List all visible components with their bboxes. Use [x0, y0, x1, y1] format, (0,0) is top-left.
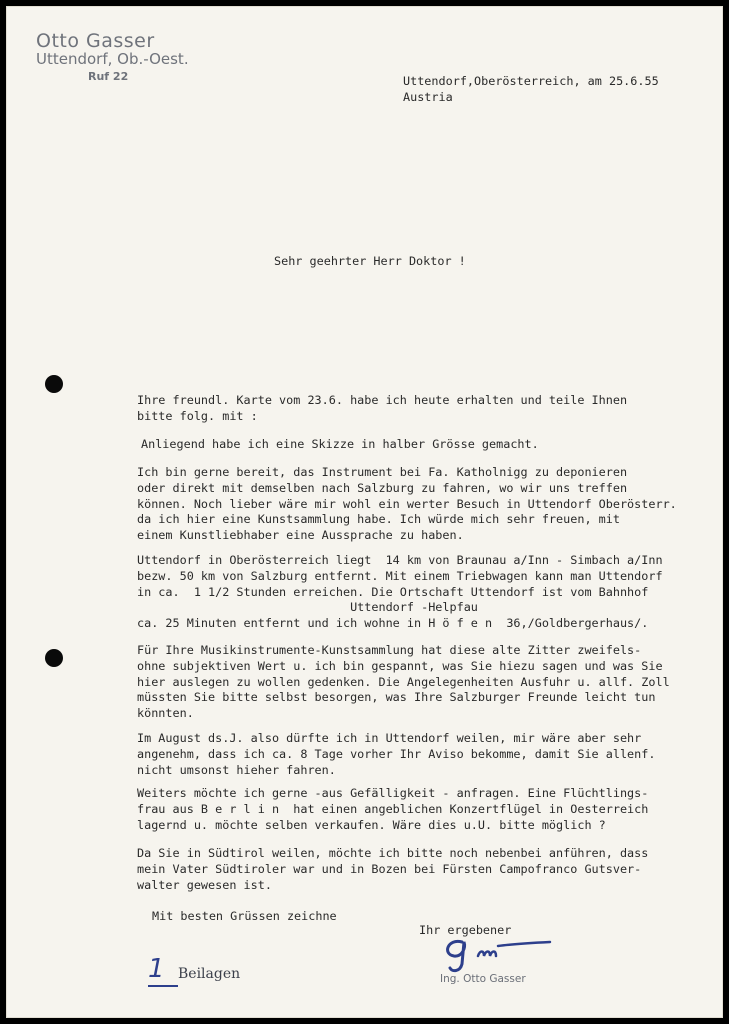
enclosures-label: Beilagen [178, 966, 241, 982]
punch-hole-bottom [45, 649, 63, 667]
letterhead-name: Otto Gasser [36, 30, 155, 52]
salutation: Sehr geehrter Herr Doktor ! [274, 254, 466, 268]
enclosures-count: 1 [148, 954, 165, 984]
closing-line: Mit besten Grüssen zeichne [152, 909, 337, 923]
enclosures-underline [148, 985, 178, 987]
letter-page [6, 6, 723, 1018]
country: Austria [403, 89, 453, 104]
paragraph-7: Weiters möchte ich gerne -aus Gefälligkeit - anfragen. Eine Flüchtlings- frau aus B e r l i n hat einen angeblichen Konzertflügel in Oesterreich lagernd u. möchte selben verkaufen. Wäre dies u.U. bitte möglich ? [137, 786, 649, 832]
handwritten-signature [440, 934, 560, 974]
paragraph-8: Da Sie in Südtirol weilen, möchte ich bitte noch nebenbei anführen, dass mein Vater Südtiroler war und in Bozen bei Fürsten Campofranco Gutsver- walter gewesen ist. [137, 846, 649, 892]
place-date-block [403, 74, 659, 106]
place-date: Uttendorf,Oberösterreich, am 25.6.55 [403, 74, 659, 88]
paragraph-5: Für Ihre Musikinstrumente-Kunstsammlung hat diese alte Zitter zweifels- ohne subjektiven Wert u. ich bin gespannt, was Sie hiezu sagen und was Sie hier auslegen zu wollen gedenken. Die Angelegenheiten Ausfuhr u. allf. Zoll müssten Sie bitte selbst besorgen, was Ihre Salzburger Freunde leicht tun könnten. [137, 643, 670, 721]
paragraph-6: Im August ds.J. also dürfte ich in Uttendorf weilen, mir wäre aber sehr angenehm, dass ich ca. 8 Tage vorher Ihr Aviso bekomme, damit Sie allenf. nicht umsonst hieher fahren. [137, 731, 656, 777]
sign-off: Ihr ergebener [419, 923, 512, 937]
punch-hole-top [45, 375, 63, 393]
printed-signature-name: Ing. Otto Gasser [440, 973, 526, 985]
paragraph-2: Anliegend habe ich eine Skizze in halber Grösse gemacht. [141, 437, 539, 451]
paragraph-1: Ihre freundl. Karte vom 23.6. habe ich heute erhalten und teile Ihnen bitte folg. mit : [137, 393, 628, 423]
paragraph-3: Ich bin gerne bereit, das Instrument bei Fa. Katholnigg zu deponieren oder direkt mit demselben nach Salzburg zu fahren, wo wir uns treffen können. Noch lieber wäre mir wohl ein werter Besuch in Uttendorf Oberösterr. da ich hier eine Kunstsammlung habe. Ich würde mich sehr freuen, mit einem Kunstliebhaber eine Aussprache zu haben. [137, 465, 677, 543]
letterhead-place: Uttendorf, Ob.-Oest. [36, 50, 189, 68]
letterhead-phone: Ruf 22 [88, 70, 129, 83]
enclosures-note [148, 954, 241, 984]
letterhead-stamp [36, 30, 189, 83]
paragraph-4: Uttendorf in Oberösterreich liegt 14 km von Braunau a/Inn - Simbach a/Inn bezw. 50 km von Salzburg entfernt. Mit einem Triebwagen kann man Uttendorf in ca. 1 1/2 Stunden erreichen. Die Ortschaft Uttendorf ist vom Bahnhof Uttendorf -Helpfau ca. 25 Minuten entfernt und ich wohne in H ö f e n 36,/Goldbergerhaus/. [137, 553, 663, 631]
